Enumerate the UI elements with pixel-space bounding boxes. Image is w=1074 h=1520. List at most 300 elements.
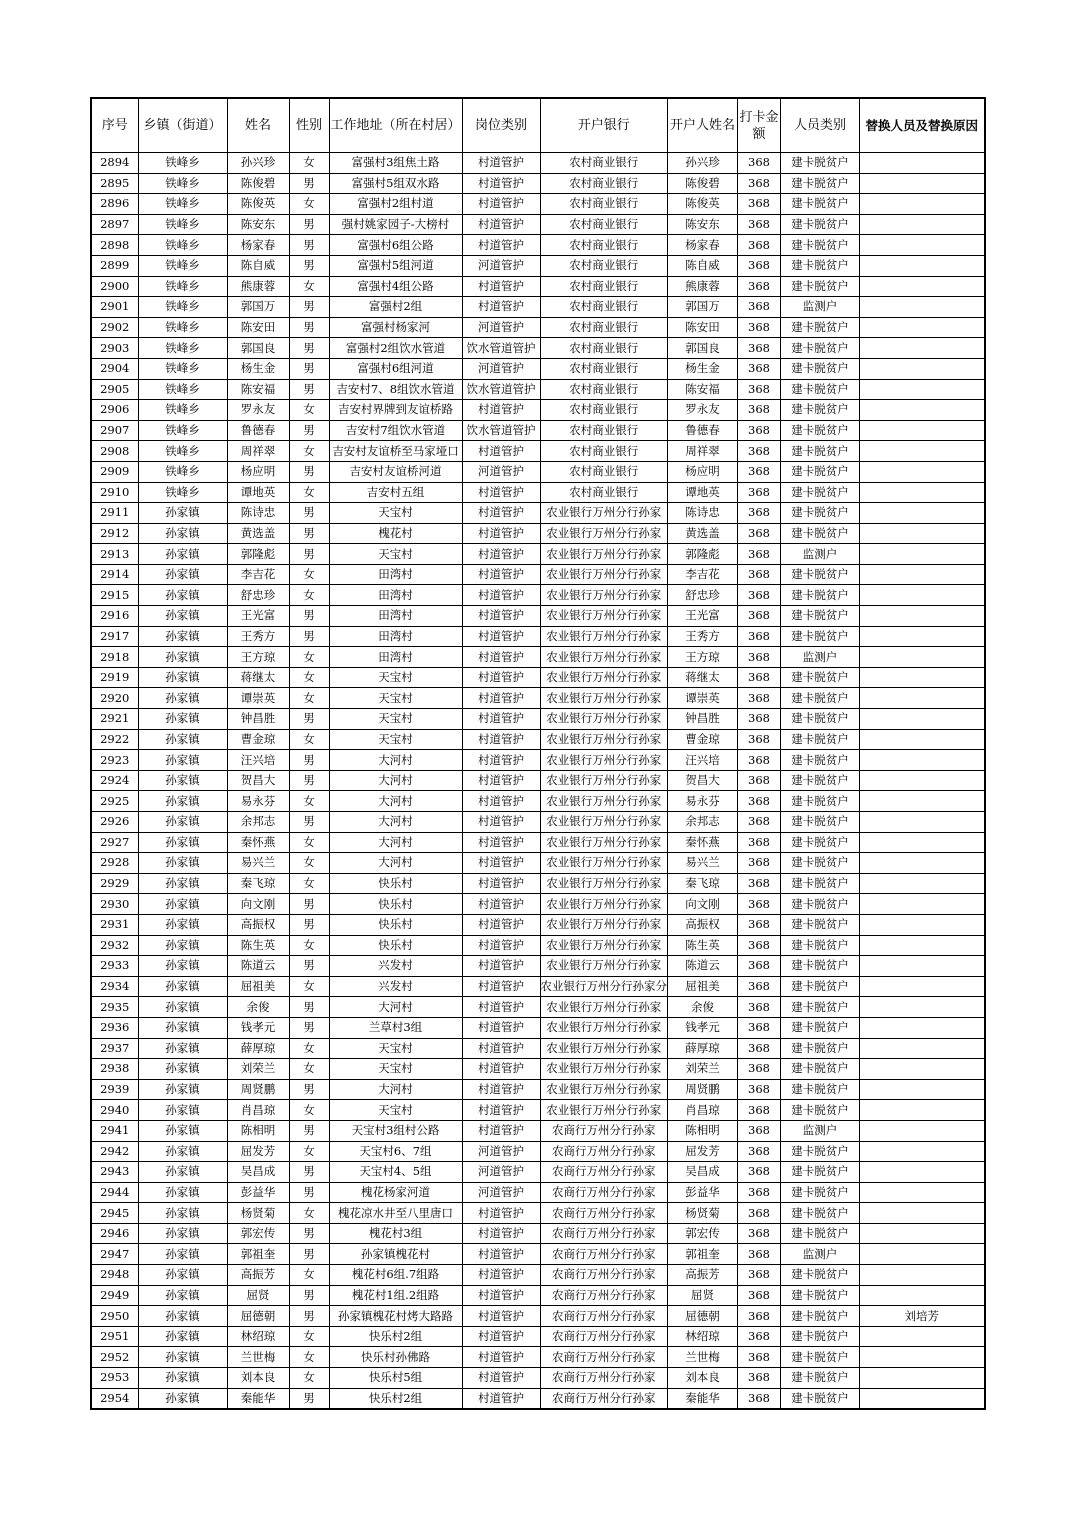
account-holder-cell: 陈俊碧 [668, 173, 738, 194]
amount-cell: 368 [738, 235, 781, 256]
work-address-cell: 富强村5组河道 [329, 255, 462, 276]
replacement-cell [860, 255, 985, 276]
row-index-cell: 2912 [91, 523, 138, 544]
bank-cell: 农村商业银行 [540, 338, 668, 359]
account-holder-cell: 王光富 [668, 606, 738, 627]
person-type-cell: 建卡脱贫户 [781, 276, 860, 297]
amount-cell: 368 [738, 956, 781, 977]
bank-cell: 农商行万州分行孙家 [540, 1368, 668, 1389]
account-holder-cell: 王秀方 [668, 626, 738, 647]
amount-cell: 368 [738, 709, 781, 730]
bank-cell: 农商行万州分行孙家 [540, 1347, 668, 1368]
table-row [91, 647, 985, 668]
bank-cell: 农商行万州分行孙家 [540, 1285, 668, 1306]
bank-cell: 农村商业银行 [540, 235, 668, 256]
township-cell: 孙家镇 [138, 1141, 227, 1162]
name-cell: 钱孝元 [227, 1017, 289, 1038]
work-address-cell: 大河村 [329, 750, 462, 771]
replacement-cell: 刘培芳 [860, 1306, 985, 1327]
name-cell: 余俊 [227, 997, 289, 1018]
gender-cell: 女 [289, 400, 329, 421]
name-cell: 郭国良 [227, 338, 289, 359]
work-address-cell: 大河村 [329, 791, 462, 812]
bank-cell: 农村商业银行 [540, 358, 668, 379]
gender-cell: 男 [289, 1162, 329, 1183]
post-type-cell: 村道管护 [462, 1388, 540, 1409]
township-cell: 铁峰乡 [138, 461, 227, 482]
row-index-cell: 2913 [91, 544, 138, 565]
row-index-cell: 2946 [91, 1223, 138, 1244]
work-address-cell: 天宝村 [329, 709, 462, 730]
account-holder-cell: 杨家春 [668, 235, 738, 256]
gender-cell: 女 [289, 1347, 329, 1368]
person-type-cell: 建卡脱贫户 [781, 482, 860, 503]
row-index-cell: 2896 [91, 194, 138, 215]
post-type-cell: 村道管护 [462, 1306, 540, 1327]
row-index-cell: 2924 [91, 770, 138, 791]
bank-cell: 农商行万州分行孙家 [540, 1244, 668, 1265]
col-account-holder-header: 开户人姓名 [668, 98, 738, 153]
amount-cell: 368 [738, 482, 781, 503]
table-row [91, 770, 985, 791]
account-holder-cell: 陈安东 [668, 214, 738, 235]
township-cell: 孙家镇 [138, 1368, 227, 1389]
township-cell: 孙家镇 [138, 647, 227, 668]
account-holder-cell: 周贤鹏 [668, 1079, 738, 1100]
account-holder-cell: 陈生英 [668, 935, 738, 956]
person-type-cell: 监测户 [781, 1244, 860, 1265]
post-type-cell: 村道管护 [462, 297, 540, 318]
name-cell: 薛厚琼 [227, 1038, 289, 1059]
person-type-cell: 建卡脱贫户 [781, 564, 860, 585]
township-cell: 铁峰乡 [138, 317, 227, 338]
post-type-cell: 村道管护 [462, 235, 540, 256]
township-cell: 孙家镇 [138, 1182, 227, 1203]
amount-cell: 368 [738, 153, 781, 174]
person-type-cell: 建卡脱贫户 [781, 832, 860, 853]
name-cell: 周祥翠 [227, 441, 289, 462]
post-type-cell: 村道管护 [462, 1120, 540, 1141]
account-holder-cell: 李吉花 [668, 564, 738, 585]
row-index-cell: 2938 [91, 1059, 138, 1080]
account-holder-cell: 陈诗忠 [668, 503, 738, 524]
amount-cell: 368 [738, 523, 781, 544]
person-type-cell: 建卡脱贫户 [781, 379, 860, 400]
bank-cell: 农村商业银行 [540, 153, 668, 174]
gender-cell: 女 [289, 1203, 329, 1224]
name-cell: 陈俊碧 [227, 173, 289, 194]
amount-cell: 368 [738, 544, 781, 565]
replacement-cell [860, 894, 985, 915]
person-type-cell: 建卡脱贫户 [781, 194, 860, 215]
post-type-cell: 村道管护 [462, 688, 540, 709]
township-cell: 孙家镇 [138, 956, 227, 977]
bank-cell: 农业银行万州分行孙家分 [540, 976, 668, 997]
work-address-cell: 大河村 [329, 853, 462, 874]
table-row [91, 482, 985, 503]
replacement-cell [860, 276, 985, 297]
bank-cell: 农业银行万州分行孙家 [540, 853, 668, 874]
bank-cell: 农商行万州分行孙家 [540, 1388, 668, 1409]
person-type-cell: 建卡脱贫户 [781, 1265, 860, 1286]
row-index-cell: 2901 [91, 297, 138, 318]
bank-cell: 农业银行万州分行孙家 [540, 626, 668, 647]
bank-cell: 农商行万州分行孙家 [540, 1265, 668, 1286]
table-row [91, 832, 985, 853]
township-cell: 孙家镇 [138, 976, 227, 997]
person-type-cell: 建卡脱贫户 [781, 255, 860, 276]
person-type-cell: 建卡脱贫户 [781, 420, 860, 441]
name-cell: 汪兴培 [227, 750, 289, 771]
person-type-cell: 监测户 [781, 544, 860, 565]
gender-cell: 男 [289, 461, 329, 482]
replacement-cell [860, 1203, 985, 1224]
township-cell: 孙家镇 [138, 1265, 227, 1286]
post-type-cell: 村道管护 [462, 564, 540, 585]
account-holder-cell: 余邦志 [668, 812, 738, 833]
table-row [91, 503, 985, 524]
name-cell: 熊康蓉 [227, 276, 289, 297]
account-holder-cell: 贺昌大 [668, 770, 738, 791]
row-index-cell: 2922 [91, 729, 138, 750]
bank-cell: 农业银行万州分行孙家 [540, 914, 668, 935]
township-cell: 铁峰乡 [138, 255, 227, 276]
work-address-cell: 富强村5组双水路 [329, 173, 462, 194]
work-address-cell: 槐花村1组.2组路 [329, 1285, 462, 1306]
gender-cell: 男 [289, 626, 329, 647]
replacement-cell [860, 503, 985, 524]
replacement-cell [860, 420, 985, 441]
replacement-cell [860, 1120, 985, 1141]
township-cell: 铁峰乡 [138, 276, 227, 297]
township-cell: 孙家镇 [138, 667, 227, 688]
amount-cell: 368 [738, 729, 781, 750]
person-type-cell: 建卡脱贫户 [781, 729, 860, 750]
person-type-cell: 建卡脱贫户 [781, 1100, 860, 1121]
work-address-cell: 富强村3组焦土路 [329, 153, 462, 174]
gender-cell: 男 [289, 709, 329, 730]
bank-cell: 农业银行万州分行孙家 [540, 667, 668, 688]
replacement-cell [860, 1162, 985, 1183]
name-cell: 陈安田 [227, 317, 289, 338]
person-type-cell: 建卡脱贫户 [781, 400, 860, 421]
gender-cell: 女 [289, 1265, 329, 1286]
township-cell: 铁峰乡 [138, 214, 227, 235]
amount-cell: 368 [738, 1223, 781, 1244]
township-cell: 孙家镇 [138, 1244, 227, 1265]
township-cell: 孙家镇 [138, 544, 227, 565]
table-row [91, 338, 985, 359]
amount-cell: 368 [738, 503, 781, 524]
person-type-cell: 建卡脱贫户 [781, 1141, 860, 1162]
amount-cell: 368 [738, 606, 781, 627]
account-holder-cell: 高振芳 [668, 1265, 738, 1286]
replacement-cell [860, 1100, 985, 1121]
gender-cell: 女 [289, 1038, 329, 1059]
replacement-cell [860, 482, 985, 503]
post-type-cell: 村道管护 [462, 400, 540, 421]
township-cell: 孙家镇 [138, 1059, 227, 1080]
table-row [91, 709, 985, 730]
name-cell: 易永芬 [227, 791, 289, 812]
township-cell: 铁峰乡 [138, 441, 227, 462]
table-row [91, 1120, 985, 1141]
replacement-cell [860, 358, 985, 379]
account-holder-cell: 彭益华 [668, 1182, 738, 1203]
gender-cell: 男 [289, 1244, 329, 1265]
table-row [91, 1347, 985, 1368]
amount-cell: 368 [738, 585, 781, 606]
replacement-cell [860, 379, 985, 400]
amount-cell: 368 [738, 1059, 781, 1080]
township-cell: 孙家镇 [138, 564, 227, 585]
col-replacement-header: 替换人员及替换原因 [860, 98, 985, 153]
replacement-cell [860, 1285, 985, 1306]
person-type-cell: 建卡脱贫户 [781, 153, 860, 174]
work-address-cell: 快乐村 [329, 894, 462, 915]
gender-cell: 男 [289, 214, 329, 235]
township-cell: 孙家镇 [138, 1162, 227, 1183]
township-cell: 铁峰乡 [138, 379, 227, 400]
work-address-cell: 富强村2组村道 [329, 194, 462, 215]
work-address-cell: 富强村6组河道 [329, 358, 462, 379]
township-cell: 孙家镇 [138, 914, 227, 935]
township-cell: 孙家镇 [138, 1306, 227, 1327]
post-type-cell: 村道管护 [462, 997, 540, 1018]
gender-cell: 男 [289, 1079, 329, 1100]
account-holder-cell: 林绍琼 [668, 1326, 738, 1347]
table-row [91, 379, 985, 400]
name-cell: 刘荣兰 [227, 1059, 289, 1080]
table-row [91, 276, 985, 297]
amount-cell: 368 [738, 1326, 781, 1347]
bank-cell: 农业银行万州分行孙家 [540, 812, 668, 833]
bank-cell: 农业银行万州分行孙家 [540, 832, 668, 853]
post-type-cell: 河道管护 [462, 317, 540, 338]
post-type-cell: 河道管护 [462, 1141, 540, 1162]
row-index-cell: 2935 [91, 997, 138, 1018]
township-cell: 孙家镇 [138, 523, 227, 544]
work-address-cell: 天宝村 [329, 503, 462, 524]
account-holder-cell: 肖昌琼 [668, 1100, 738, 1121]
gender-cell: 男 [289, 812, 329, 833]
person-type-cell: 建卡脱贫户 [781, 1162, 860, 1183]
name-cell: 舒忠珍 [227, 585, 289, 606]
post-type-cell: 村道管护 [462, 1244, 540, 1265]
work-address-cell: 兰草村3组 [329, 1017, 462, 1038]
table-row [91, 956, 985, 977]
replacement-cell [860, 400, 985, 421]
work-address-cell: 天宝村 [329, 667, 462, 688]
row-index-cell: 2941 [91, 1120, 138, 1141]
replacement-cell [860, 235, 985, 256]
gender-cell: 男 [289, 1017, 329, 1038]
table-row [91, 1162, 985, 1183]
table-row [91, 441, 985, 462]
amount-cell: 368 [738, 1100, 781, 1121]
table-row [91, 1079, 985, 1100]
table-row [91, 729, 985, 750]
post-type-cell: 村道管护 [462, 956, 540, 977]
row-index-cell: 2942 [91, 1141, 138, 1162]
col-post-type-header: 岗位类别 [462, 98, 540, 153]
gender-cell: 女 [289, 153, 329, 174]
name-cell: 屈祖美 [227, 976, 289, 997]
gender-cell: 女 [289, 194, 329, 215]
person-type-cell: 监测户 [781, 297, 860, 318]
table-row [91, 1388, 985, 1409]
work-address-cell: 快乐村2组 [329, 1326, 462, 1347]
bank-cell: 农业银行万州分行孙家 [540, 956, 668, 977]
township-cell: 孙家镇 [138, 997, 227, 1018]
gender-cell: 女 [289, 564, 329, 585]
bank-cell: 农业银行万州分行孙家 [540, 1059, 668, 1080]
bank-cell: 农村商业银行 [540, 214, 668, 235]
work-address-cell: 富强村2组饮水管道 [329, 338, 462, 359]
row-index-cell: 2907 [91, 420, 138, 441]
name-cell: 罗永友 [227, 400, 289, 421]
person-type-cell: 建卡脱贫户 [781, 1306, 860, 1327]
person-type-cell: 建卡脱贫户 [781, 1326, 860, 1347]
person-type-cell: 建卡脱贫户 [781, 523, 860, 544]
replacement-cell [860, 729, 985, 750]
person-type-cell: 建卡脱贫户 [781, 770, 860, 791]
amount-cell: 368 [738, 1182, 781, 1203]
name-cell: 蒋继太 [227, 667, 289, 688]
replacement-cell [860, 1326, 985, 1347]
account-holder-cell: 陈安田 [668, 317, 738, 338]
name-cell: 杨贤菊 [227, 1203, 289, 1224]
township-cell: 孙家镇 [138, 503, 227, 524]
account-holder-cell: 向文刚 [668, 894, 738, 915]
post-type-cell: 村道管护 [462, 1265, 540, 1286]
name-cell: 王光富 [227, 606, 289, 627]
row-index-cell: 2937 [91, 1038, 138, 1059]
replacement-cell [860, 1141, 985, 1162]
amount-cell: 368 [738, 667, 781, 688]
person-type-cell: 建卡脱贫户 [781, 235, 860, 256]
post-type-cell: 村道管护 [462, 523, 540, 544]
work-address-cell: 孙家镇槐花村 [329, 1244, 462, 1265]
post-type-cell: 村道管护 [462, 894, 540, 915]
name-cell: 钟昌胜 [227, 709, 289, 730]
table-row [91, 1182, 985, 1203]
account-holder-cell: 易兴兰 [668, 853, 738, 874]
bank-cell: 农商行万州分行孙家 [540, 1306, 668, 1327]
person-type-cell: 建卡脱贫户 [781, 1368, 860, 1389]
amount-cell: 368 [738, 1141, 781, 1162]
township-cell: 孙家镇 [138, 1285, 227, 1306]
township-cell: 孙家镇 [138, 709, 227, 730]
person-type-cell: 建卡脱贫户 [781, 214, 860, 235]
replacement-cell [860, 194, 985, 215]
name-cell: 陈安东 [227, 214, 289, 235]
replacement-cell [860, 564, 985, 585]
name-cell: 陈俊英 [227, 194, 289, 215]
name-cell: 向文刚 [227, 894, 289, 915]
post-type-cell: 村道管护 [462, 606, 540, 627]
account-holder-cell: 高振权 [668, 914, 738, 935]
post-type-cell: 饮水管道管护 [462, 420, 540, 441]
work-address-cell: 天宝村 [329, 1038, 462, 1059]
person-type-cell: 建卡脱贫户 [781, 914, 860, 935]
work-address-cell: 兴发村 [329, 976, 462, 997]
bank-cell: 农业银行万州分行孙家 [540, 523, 668, 544]
post-type-cell: 村道管护 [462, 1203, 540, 1224]
work-address-cell: 田湾村 [329, 585, 462, 606]
work-address-cell: 天宝村6、7组 [329, 1141, 462, 1162]
gender-cell: 女 [289, 832, 329, 853]
work-address-cell: 天宝村 [329, 729, 462, 750]
name-cell: 陈生英 [227, 935, 289, 956]
table-row [91, 873, 985, 894]
gender-cell: 女 [289, 1326, 329, 1347]
table-row [91, 935, 985, 956]
gender-cell: 女 [289, 688, 329, 709]
table-row [91, 812, 985, 833]
table-row [91, 420, 985, 441]
person-type-cell: 建卡脱贫户 [781, 1388, 860, 1409]
bank-cell: 农业银行万州分行孙家 [540, 894, 668, 915]
post-type-cell: 村道管护 [462, 1079, 540, 1100]
bank-cell: 农业银行万州分行孙家 [540, 564, 668, 585]
name-cell: 屈发芳 [227, 1141, 289, 1162]
bank-cell: 农业银行万州分行孙家 [540, 503, 668, 524]
replacement-cell [860, 606, 985, 627]
amount-cell: 368 [738, 770, 781, 791]
table-row [91, 1100, 985, 1121]
table-row [91, 544, 985, 565]
name-cell: 陈相明 [227, 1120, 289, 1141]
replacement-cell [860, 173, 985, 194]
post-type-cell: 村道管护 [462, 441, 540, 462]
person-type-cell: 建卡脱贫户 [781, 606, 860, 627]
account-holder-cell: 屈贤 [668, 1285, 738, 1306]
post-type-cell: 村道管护 [462, 1347, 540, 1368]
replacement-cell [860, 832, 985, 853]
work-address-cell: 天宝村 [329, 544, 462, 565]
bank-cell: 农业银行万州分行孙家 [540, 750, 668, 771]
name-cell: 郭宏传 [227, 1223, 289, 1244]
bank-cell: 农业银行万州分行孙家 [540, 709, 668, 730]
replacement-cell [860, 461, 985, 482]
replacement-cell [860, 709, 985, 730]
row-index-cell: 2945 [91, 1203, 138, 1224]
gender-cell: 男 [289, 606, 329, 627]
amount-cell: 368 [738, 1306, 781, 1327]
table-row [91, 400, 985, 421]
person-type-cell: 建卡脱贫户 [781, 935, 860, 956]
row-index-cell: 2914 [91, 564, 138, 585]
amount-cell: 368 [738, 894, 781, 915]
bank-cell: 农业银行万州分行孙家 [540, 791, 668, 812]
account-holder-cell: 薛厚琼 [668, 1038, 738, 1059]
name-cell: 屈贤 [227, 1285, 289, 1306]
name-cell: 郭祖奎 [227, 1244, 289, 1265]
gender-cell: 男 [289, 894, 329, 915]
gender-cell: 男 [289, 523, 329, 544]
gender-cell: 男 [289, 503, 329, 524]
row-index-cell: 2918 [91, 647, 138, 668]
name-cell: 刘本良 [227, 1368, 289, 1389]
name-cell: 屈德朝 [227, 1306, 289, 1327]
amount-cell: 368 [738, 853, 781, 874]
replacement-cell [860, 317, 985, 338]
table-row [91, 1285, 985, 1306]
replacement-cell [860, 853, 985, 874]
person-type-cell: 建卡脱贫户 [781, 1038, 860, 1059]
name-cell: 吴昌成 [227, 1162, 289, 1183]
